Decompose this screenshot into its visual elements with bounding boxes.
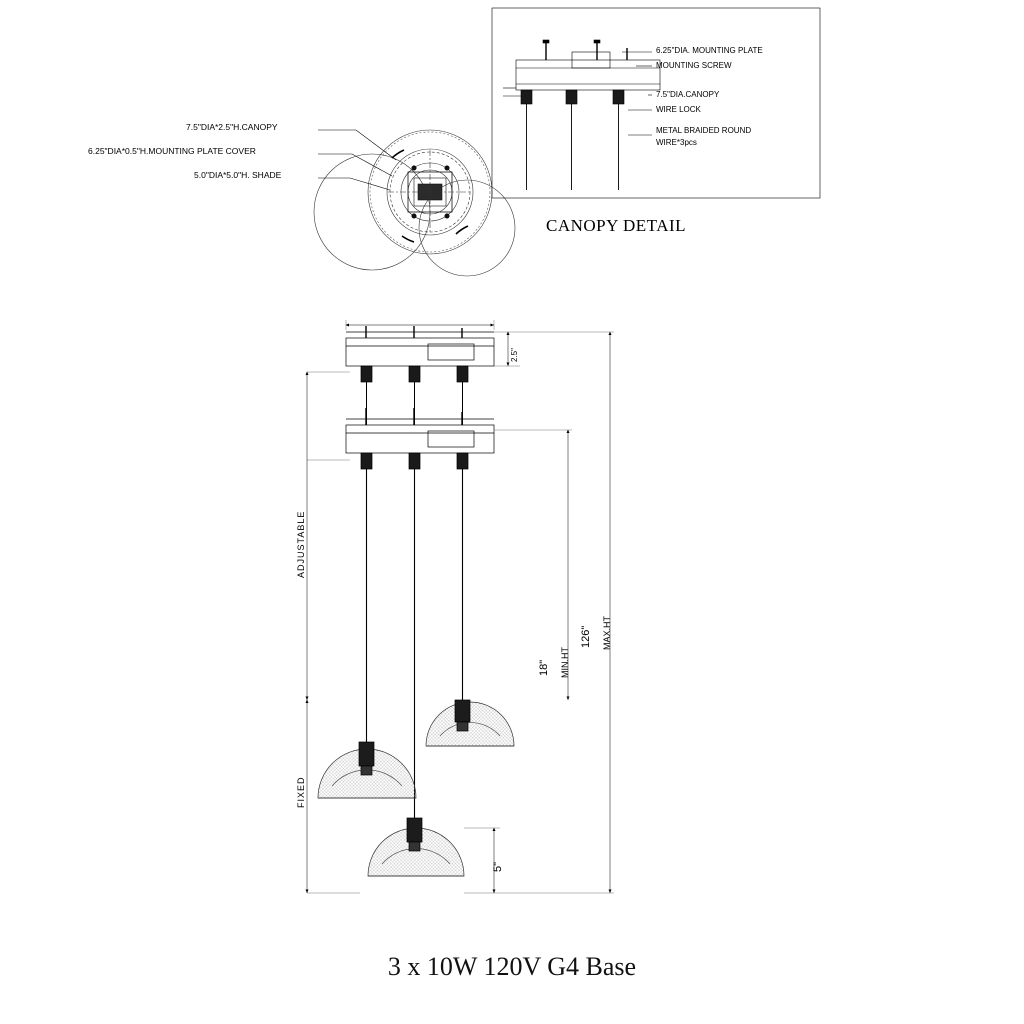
shade-left: [318, 742, 416, 798]
plan-view: [314, 130, 515, 276]
dim-max-ht-value: 126": [580, 625, 592, 648]
callout-detail-canopy: 7.5"DIA.CANOPY: [656, 90, 720, 99]
dim-min-ht-label: MIN.HT: [560, 647, 570, 678]
callout-detail-braided-wire-line1: METAL BRAIDED ROUND: [656, 126, 752, 135]
callout-canopy: 7.5"DIA*2.5"H.CANOPY: [186, 122, 278, 132]
callout-mounting-plate-cover: 6.25"DIA*0.5"H.MOUNTING PLATE COVER: [88, 146, 256, 156]
callout-shade: 5.0"DIA*5.0"H. SHADE: [194, 170, 282, 180]
dim-shade-height: 5": [492, 861, 504, 872]
shade-right: [426, 700, 514, 746]
dim-max-ht-label: MAX.HT: [602, 615, 612, 650]
canopy-detail-title: CANOPY DETAIL: [546, 216, 687, 235]
dim-adjustable: ADJUSTABLE: [296, 510, 306, 578]
callout-detail-mounting-plate: 6.25"DIA. MOUNTING PLATE: [656, 46, 763, 55]
canopy-detail: [492, 8, 820, 198]
shade-center: [368, 818, 464, 876]
dim-min-ht-value: 18": [538, 659, 550, 676]
callout-detail-wire-lock: WIRE LOCK: [656, 105, 701, 114]
callout-detail-braided-wire-line2: WIRE*3pcs: [656, 138, 697, 147]
callout-detail-mounting-screw: MOUNTING SCREW: [656, 61, 732, 70]
elevation-view: [307, 320, 614, 893]
page-caption: 3 x 10W 120V G4 Base: [387, 952, 637, 981]
dim-canopy-height: 2.5": [510, 348, 519, 362]
dim-fixed: FIXED: [296, 776, 306, 808]
